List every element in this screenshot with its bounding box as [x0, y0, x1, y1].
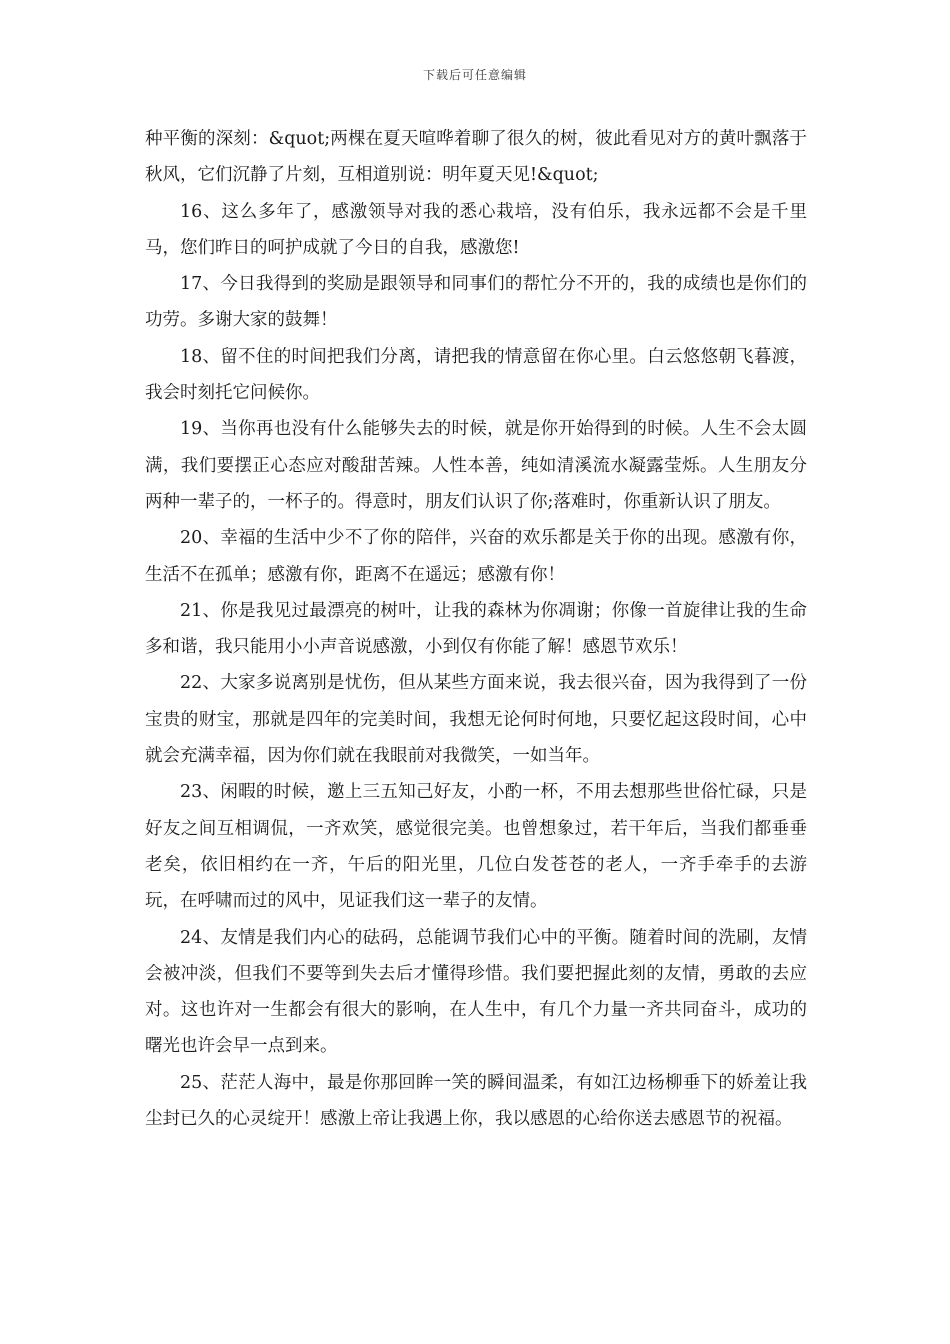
paragraph-21: 21、你是我见过最漂亮的树叶，让我的森林为你凋谢；你像一首旋律让我的生命多和谐，我只能用小小声音说感激，小到仅有你能了解！感恩节欢乐！: [145, 600, 807, 658]
paragraph-20: 20、幸福的生活中少不了你的陪伴，兴奋的欢乐都是关于你的出现。感激有你，生活不在孤单；感激有你，距离不在遥远；感激有你！: [145, 528, 807, 585]
paragraph-22: 22、大家多说离别是忧伤，但从某些方面来说，我去很兴奋，因为我得到了一份宝贵的财宝，那就是四年的完美时间，我想无论何时何地，只要忆起这段时间，心中就会充满幸福，因为你们就在我眼前对我微笑，一如当年。: [145, 673, 807, 767]
paragraph-25: 25、茫茫人海中，最是你那回眸一笑的瞬间温柔，有如江边杨柳垂下的娇羞让我尘封已久的心灵绽开！感激上帝让我遇上你，我以感恩的心给你送去感恩节的祝福。: [145, 1072, 807, 1130]
paragraph-19: 19、当你再也没有什么能够失去的时候，就是你开始得到的时候。人生不会太圆满，我们要摆正心态应对酸甜苦辣。人性本善，纯如清溪流水凝露莹烁。人生朋友分两种一辈子的，一杯子的。得意时，朋友们认识了你;落难时，你重新认识了朋友。: [145, 419, 807, 512]
document-body: [145, 121, 807, 1137]
paragraph-23: 23、闲暇的时候，邀上三五知己好友，小酌一杯，不用去想那些世俗忙碌，只是好友之间互相调侃，一齐欢笑，感觉很完美。也曾想象过，若干年后，当我们都垂垂老矣，依旧相约在一齐，午后的阳光里，几位白发苍苍的老人，一齐手牵手的去游玩，在呼啸而过的风中，见证我们这一辈子的友情。: [145, 782, 807, 912]
paragraph-24: 24、友情是我们内心的砝码，总能调节我们心中的平衡。随着时间的洗刷，友情会被冲淡，但我们不要等到失去后才懂得珍惜。我们要把握此刻的友情，勇敢的去应对。这也许对一生都会有很大的影响，在人生中，有几个力量一齐共同奋斗，成功的曙光也许会早一点到来。: [145, 927, 807, 1057]
paragraph-17: 17、今日我得到的奖励是跟领导和同事们的帮忙分不开的，我的成绩也是你们的功劳。多谢大家的鼓舞！: [145, 274, 807, 331]
page-header: 下载后可任意编辑: [422, 68, 527, 82]
paragraph-continuation: 种平衡的深刻：&quot;两棵在夏天喧哗着聊了很久的树，彼此看见对方的黄叶飘落于秋风，它们沉静了片刻，互相道别说：明年夏天见!&quot;: [145, 129, 807, 186]
paragraph-18: 18、留不住的时间把我们分离，请把我的情意留在你心里。白云悠悠朝飞暮渡，我会时刻托它问候你。: [145, 346, 807, 404]
paragraph-16: 16、这么多年了，感激领导对我的悉心栽培，没有伯乐，我永远都不会是千里马，您们昨日的呵护成就了今日的自我，感激您!: [145, 201, 807, 258]
